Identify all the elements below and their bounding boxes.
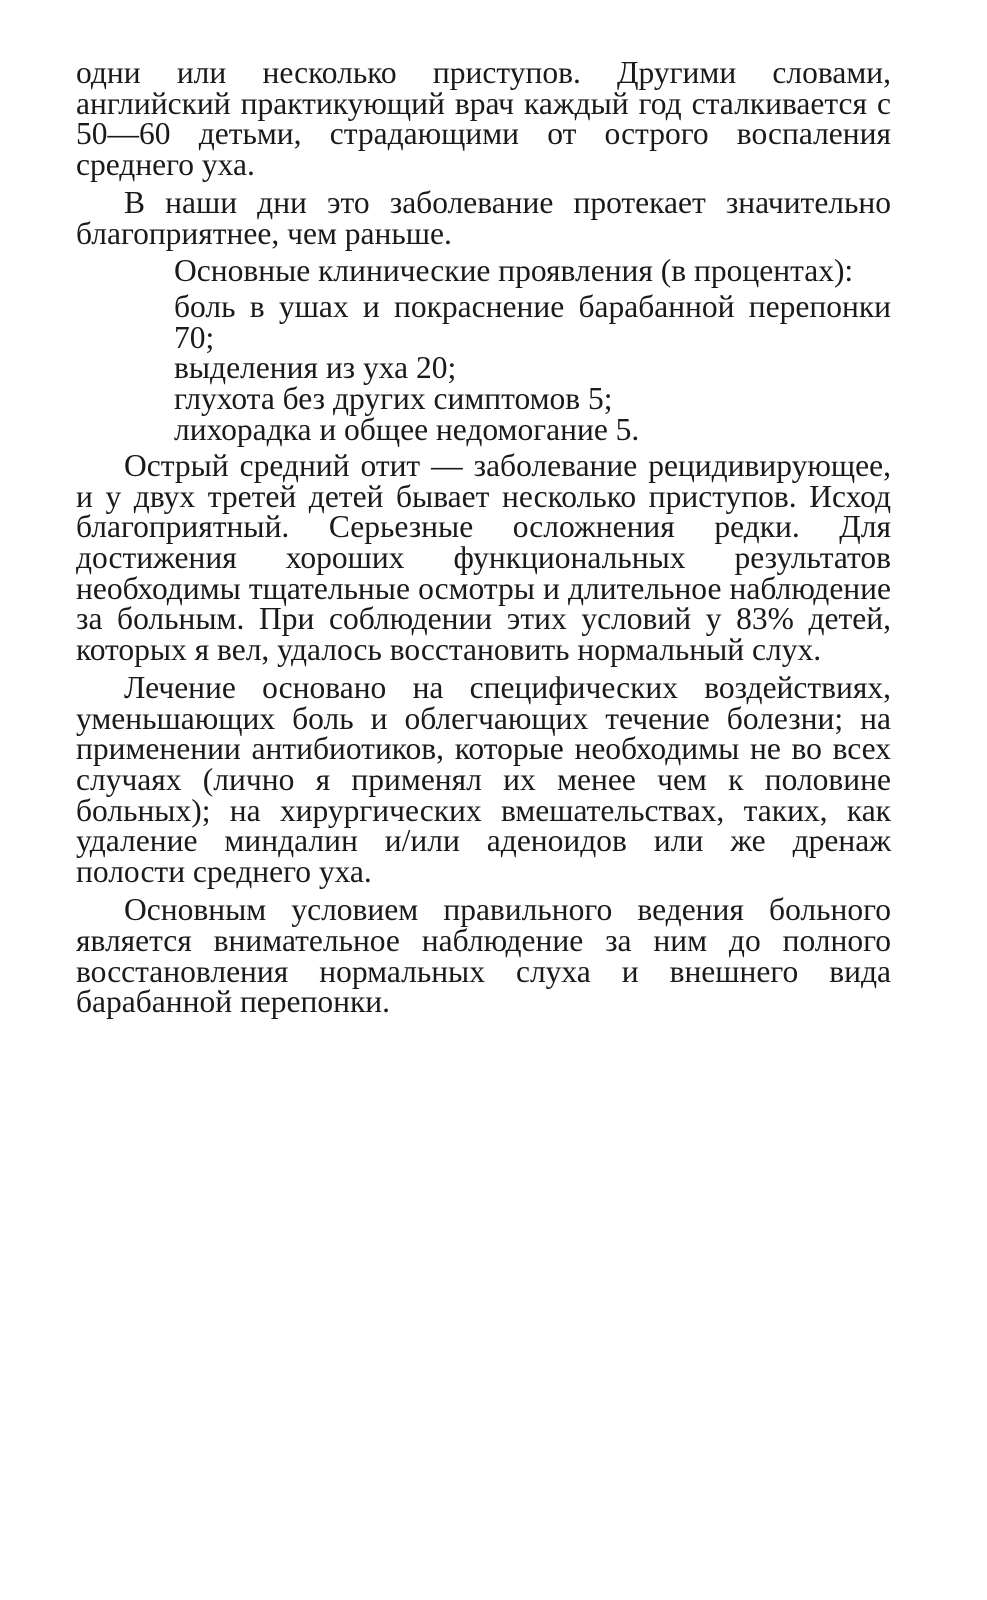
paragraph-3: Основные клинические проявления (в процентах):	[174, 252, 854, 288]
paragraph-2: В наши дни это заболевание протекает значительно благоприятнее, чем раньше.	[76, 185, 891, 251]
symptom-list	[174, 289, 891, 447]
paragraph-4: Острый средний отит — заболевание рецидивирующее, и у двух третей детей бывает несколько приступов. Исход благоприятный. Серьезные осложнения редки. Для достижения хороших функциональных результатов необходимы тщательные осмотры и длительное наблюдение за больным. При соблюдении этих условий у 83% детей, которых я вел, удалось восстановить нормальный слух.	[76, 448, 891, 667]
list-item: глухота без других симптомов 5;	[174, 380, 613, 416]
paragraph-5: Лечение основано на специфических воздействиях, уменьшающих боль и облегчающих течение болезни; на применении антибиотиков, которые необходимы не во всех случаях (лично я применял их менее чем к половине больных); на хирургических вмешательствах, таких, как удаление миндалин и/или аденоидов или же дренаж полости среднего уха.	[76, 670, 891, 889]
list-item: лихорадка и общее недомогание 5.	[174, 411, 640, 447]
paragraph-6: Основным условием правильного ведения больного является внимательное наблюдение за ним до полного восстановления нормальных слуха и внешнего вида барабанной перепонки.	[76, 892, 891, 1020]
list-item: выделения из уха 20;	[174, 350, 457, 386]
page-body	[76, 55, 891, 1020]
paragraph-1: одни или несколько приступов. Другими словами, английский практикующий врач каждый год сталкивается с 50—60 детьми, страдающими от острого воспаления среднего уха.	[76, 55, 891, 182]
list-item: боль в ушах и покраснение барабанной перепонки 70;	[174, 289, 891, 355]
